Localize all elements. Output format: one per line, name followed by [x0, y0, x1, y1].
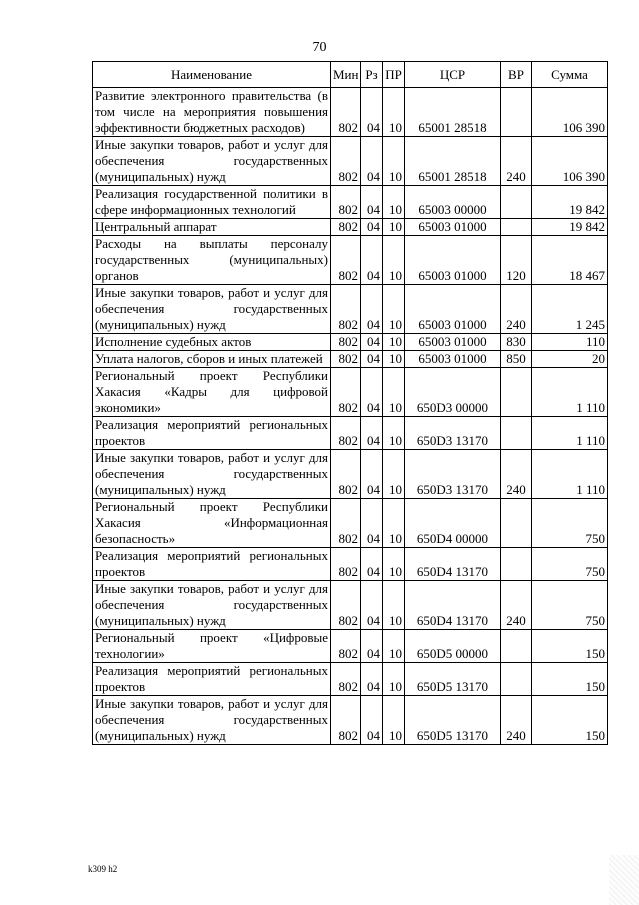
- cell-min: 802: [331, 663, 361, 696]
- header-vr: ВР: [501, 62, 532, 88]
- cell-min: 802: [331, 186, 361, 219]
- cell-name: Реализация мероприятий региональных проектов: [93, 417, 331, 450]
- cell-min: 802: [331, 236, 361, 285]
- table-row: [93, 137, 608, 186]
- cell-rz: 04: [361, 663, 383, 696]
- cell-csr: 650D4 13170: [405, 581, 501, 630]
- table-row: [93, 88, 608, 137]
- cell-vr: [501, 630, 532, 663]
- cell-pr: 10: [383, 368, 405, 417]
- table-body: [93, 88, 608, 745]
- cell-name: Иные закупки товаров, работ и услуг для обеспечения государственных (муниципальных) нужд: [93, 137, 331, 186]
- cell-min: 802: [331, 351, 361, 368]
- header-rz: Рз: [361, 62, 383, 88]
- cell-rz: 04: [361, 186, 383, 219]
- table-row: [93, 186, 608, 219]
- table-row: [93, 581, 608, 630]
- budget-table: [92, 61, 608, 745]
- cell-min: 802: [331, 417, 361, 450]
- cell-rz: 04: [361, 630, 383, 663]
- table-row: [93, 351, 608, 368]
- cell-sum: 1 110: [532, 417, 608, 450]
- cell-csr: 650D5 13170: [405, 696, 501, 745]
- table-row: [93, 285, 608, 334]
- cell-name: Реализация мероприятий региональных проектов: [93, 548, 331, 581]
- cell-vr: [501, 186, 532, 219]
- cell-pr: 10: [383, 137, 405, 186]
- cell-name: Иные закупки товаров, работ и услуг для обеспечения государственных (муниципальных) нужд: [93, 696, 331, 745]
- cell-pr: 10: [383, 351, 405, 368]
- cell-pr: 10: [383, 581, 405, 630]
- cell-csr: 65003 01000: [405, 236, 501, 285]
- cell-min: 802: [331, 450, 361, 499]
- cell-min: 802: [331, 696, 361, 745]
- cell-rz: 04: [361, 219, 383, 236]
- cell-min: 802: [331, 285, 361, 334]
- cell-csr: 65003 00000: [405, 186, 501, 219]
- cell-name: Региональный проект «Цифровые технологии»: [93, 630, 331, 663]
- cell-sum: 750: [532, 499, 608, 548]
- cell-name: Уплата налогов, сборов и иных платежей: [93, 351, 331, 368]
- cell-pr: 10: [383, 186, 405, 219]
- cell-pr: 10: [383, 219, 405, 236]
- cell-csr: 65001 28518: [405, 88, 501, 137]
- cell-vr: [501, 219, 532, 236]
- cell-rz: 04: [361, 334, 383, 351]
- cell-csr: 65003 01000: [405, 219, 501, 236]
- cell-vr: 240: [501, 285, 532, 334]
- header-name: Наименование: [93, 62, 331, 88]
- cell-rz: 04: [361, 285, 383, 334]
- table-row: [93, 450, 608, 499]
- cell-pr: 10: [383, 499, 405, 548]
- cell-name: Иные закупки товаров, работ и услуг для обеспечения государственных (муниципальных) нужд: [93, 285, 331, 334]
- table-row: [93, 236, 608, 285]
- cell-vr: 120: [501, 236, 532, 285]
- cell-name: Региональный проект Республики Хакасия «Информационная безопасность»: [93, 499, 331, 548]
- cell-vr: [501, 88, 532, 137]
- cell-min: 802: [331, 137, 361, 186]
- cell-sum: 18 467: [532, 236, 608, 285]
- cell-sum: 1 110: [532, 368, 608, 417]
- cell-sum: 750: [532, 581, 608, 630]
- table-row: [93, 696, 608, 745]
- table-row: [93, 663, 608, 696]
- table-row: [93, 630, 608, 663]
- cell-rz: 04: [361, 581, 383, 630]
- cell-min: 802: [331, 630, 361, 663]
- cell-csr: 65003 01000: [405, 285, 501, 334]
- cell-name: Иные закупки товаров, работ и услуг для обеспечения государственных (муниципальных) нужд: [93, 581, 331, 630]
- cell-rz: 04: [361, 351, 383, 368]
- cell-rz: 04: [361, 368, 383, 417]
- cell-min: 802: [331, 334, 361, 351]
- cell-name: Центральный аппарат: [93, 219, 331, 236]
- cell-name: Иные закупки товаров, работ и услуг для обеспечения государственных (муниципальных) нужд: [93, 450, 331, 499]
- table-row: [93, 219, 608, 236]
- cell-sum: 19 842: [532, 219, 608, 236]
- cell-pr: 10: [383, 285, 405, 334]
- header-min: Мин: [331, 62, 361, 88]
- cell-csr: 65003 01000: [405, 334, 501, 351]
- cell-vr: 850: [501, 351, 532, 368]
- cell-min: 802: [331, 499, 361, 548]
- cell-vr: 830: [501, 334, 532, 351]
- cell-pr: 10: [383, 696, 405, 745]
- cell-min: 802: [331, 88, 361, 137]
- cell-vr: [501, 417, 532, 450]
- cell-sum: 150: [532, 663, 608, 696]
- cell-sum: 1 110: [532, 450, 608, 499]
- cell-rz: 04: [361, 137, 383, 186]
- cell-sum: 150: [532, 630, 608, 663]
- cell-pr: 10: [383, 417, 405, 450]
- cell-pr: 10: [383, 630, 405, 663]
- table-row: [93, 368, 608, 417]
- cell-sum: 19 842: [532, 186, 608, 219]
- page-number: 70: [312, 40, 327, 55]
- cell-vr: [501, 499, 532, 548]
- cell-csr: 65003 01000: [405, 351, 501, 368]
- cell-csr: 650D5 13170: [405, 663, 501, 696]
- cell-vr: 240: [501, 696, 532, 745]
- cell-rz: 04: [361, 88, 383, 137]
- cell-sum: 106 390: [532, 88, 608, 137]
- cell-pr: 10: [383, 663, 405, 696]
- cell-vr: [501, 368, 532, 417]
- cell-csr: 650D3 00000: [405, 368, 501, 417]
- cell-min: 802: [331, 219, 361, 236]
- cell-sum: 150: [532, 696, 608, 745]
- scan-corner-mark: [609, 855, 639, 905]
- cell-rz: 04: [361, 696, 383, 745]
- cell-pr: 10: [383, 88, 405, 137]
- table-row: [93, 499, 608, 548]
- cell-csr: 650D4 13170: [405, 548, 501, 581]
- footer-code: k309 h2: [88, 864, 118, 874]
- cell-rz: 04: [361, 499, 383, 548]
- cell-vr: 240: [501, 137, 532, 186]
- cell-vr: 240: [501, 450, 532, 499]
- cell-name: Развитие электронного правительства (в том числе на мероприятия повышения эффективности бюджетных расходов): [93, 88, 331, 137]
- cell-name: Реализация мероприятий региональных проектов: [93, 663, 331, 696]
- cell-vr: 240: [501, 581, 532, 630]
- cell-csr: 650D3 13170: [405, 417, 501, 450]
- cell-sum: 106 390: [532, 137, 608, 186]
- cell-name: Реализация государственной политики в сфере информационных технологий: [93, 186, 331, 219]
- cell-rz: 04: [361, 417, 383, 450]
- cell-rz: 04: [361, 236, 383, 285]
- cell-sum: 1 245: [532, 285, 608, 334]
- table-header-row: [93, 62, 608, 88]
- cell-rz: 04: [361, 450, 383, 499]
- table-row: [93, 334, 608, 351]
- cell-name: Региональный проект Республики Хакасия «Кадры для цифровой экономики»: [93, 368, 331, 417]
- cell-sum: 20: [532, 351, 608, 368]
- header-sum: Сумма: [532, 62, 608, 88]
- cell-min: 802: [331, 548, 361, 581]
- cell-min: 802: [331, 368, 361, 417]
- cell-pr: 10: [383, 236, 405, 285]
- header-csr: ЦСР: [405, 62, 501, 88]
- cell-csr: 650D5 00000: [405, 630, 501, 663]
- cell-vr: [501, 663, 532, 696]
- cell-csr: 650D3 13170: [405, 450, 501, 499]
- cell-csr: 650D4 00000: [405, 499, 501, 548]
- cell-csr: 65001 28518: [405, 137, 501, 186]
- table-row: [93, 548, 608, 581]
- cell-min: 802: [331, 581, 361, 630]
- cell-pr: 10: [383, 334, 405, 351]
- cell-sum: 110: [532, 334, 608, 351]
- table-row: [93, 417, 608, 450]
- cell-rz: 04: [361, 548, 383, 581]
- header-pr: ПР: [383, 62, 405, 88]
- cell-sum: 750: [532, 548, 608, 581]
- cell-name: Исполнение судебных актов: [93, 334, 331, 351]
- cell-name: Расходы на выплаты персоналу государственных (муниципальных) органов: [93, 236, 331, 285]
- cell-vr: [501, 548, 532, 581]
- cell-pr: 10: [383, 450, 405, 499]
- cell-pr: 10: [383, 548, 405, 581]
